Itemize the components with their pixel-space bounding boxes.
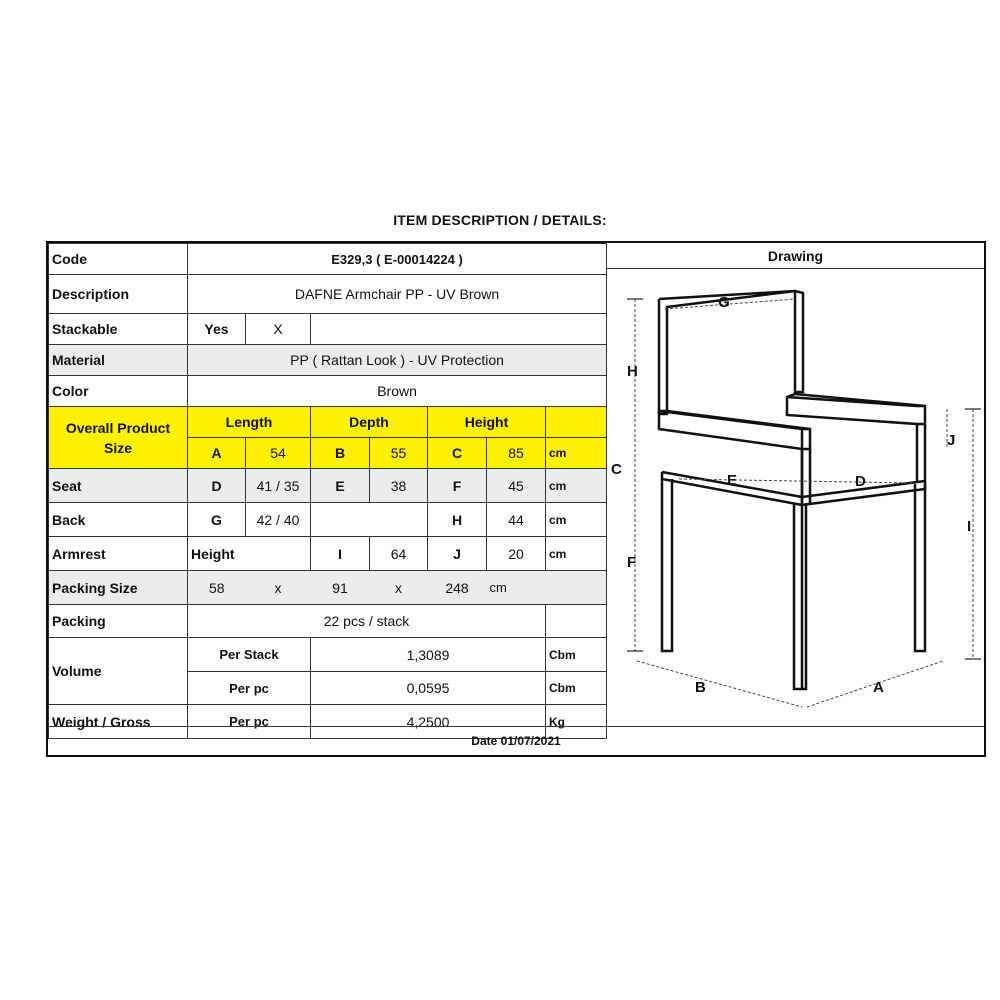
row-back [49,503,607,537]
arm-post-front [802,449,810,503]
length-header: Length [188,407,311,438]
label-b: B [695,679,706,696]
row-packing-size [49,571,607,605]
stackable-mark: X [246,314,311,345]
packing-size-w: 58 [188,571,246,605]
weight-per-pc-label: Per pc [188,705,311,739]
value-b: 55 [370,438,428,469]
packing-size-h: 248 [428,571,487,605]
key-g: G [188,503,246,537]
arm-post-back [917,424,925,481]
label-g: G [718,294,730,311]
packing-size-label: Packing Size [49,571,188,605]
height-header: Height [428,407,546,438]
per-stack-label: Per Stack [188,638,311,672]
packing-value: 22 pcs / stack [188,605,546,638]
front-right-leg [794,503,806,689]
label-h: H [627,363,638,380]
key-c: C [428,438,487,469]
description-value: DAFNE Armchair PP - UV Brown [188,275,607,314]
armrest-label: Armrest [49,537,188,571]
key-d: D [188,469,246,503]
overall-label: Overall Product Size [49,407,188,469]
left-armrest [659,411,810,449]
code-label: Code [49,244,188,275]
back-label: Back [49,503,188,537]
label-i: I [967,518,972,535]
row-armrest [49,537,607,571]
armrest-height-label: Height [188,537,311,571]
footer-date: Date 01/07/2021 [48,726,984,755]
row-color [49,376,607,407]
spec-sheet [46,241,986,757]
stackable-yes: Yes [188,314,246,345]
overall-unit: cm [546,438,607,469]
packing-size-d: 91 [311,571,370,605]
value-j: 20 [487,537,546,571]
right-armrest [787,394,925,424]
color-value: Brown [188,376,607,407]
value-d: 41 / 35 [246,469,311,503]
key-b: B [311,438,370,469]
stackable-label: Stackable [49,314,188,345]
code-value: E329,3 ( E-00014224 ) [188,244,607,275]
back-unit: cm [546,503,607,537]
row-description [49,275,607,314]
backrest-outline [659,291,803,414]
key-j: J [428,537,487,571]
depth-header: Depth [311,407,428,438]
label-j: J [947,432,956,449]
key-h: H [428,503,487,537]
row-code [49,244,607,275]
value-g: 42 / 40 [246,503,311,537]
volume-per-pc-label: Per pc [188,672,311,705]
row-material [49,345,607,376]
value-h: 44 [487,503,546,537]
weight-value: 4,2500 [311,705,546,739]
back-empty [311,503,428,537]
label-a: A [873,679,884,696]
color-label: Color [49,376,188,407]
drawing-area [606,269,984,726]
label-c: C [611,461,622,478]
volume-per-pc-value: 0,0595 [311,672,546,705]
stackable-empty [311,314,607,345]
seat-label: Seat [49,469,188,503]
row-packing [49,605,607,638]
label-f: F [627,554,637,571]
label-d: D [855,473,866,490]
key-a: A [188,438,246,469]
value-f: 45 [487,469,546,503]
back-right-leg [915,484,925,651]
value-i: 64 [370,537,428,571]
armchair-dimension-drawing [607,269,983,726]
row-seat [49,469,607,503]
description-label: Description [49,275,188,314]
packing-size-x2: x [370,571,428,605]
seat-unit: cm [546,469,607,503]
front-left-leg [662,479,672,651]
page-title: ITEM DESCRIPTION / DETAILS: [393,212,607,228]
key-i: I [311,537,370,571]
volume-per-pc-unit: Cbm [546,672,607,705]
packing-size-unit: cm [487,571,546,605]
drawing-header: Drawing [606,243,984,269]
armrest-unit: cm [546,537,607,571]
seat-frame [662,472,925,505]
per-stack-unit: Cbm [546,638,607,672]
spec-table [48,243,607,739]
packing-size-empty [546,571,607,605]
packing-empty [546,605,607,638]
weight-label: Weight / Gross [49,705,188,739]
value-c: 85 [487,438,546,469]
row-volume-stack [49,638,607,672]
material-value: PP ( Rattan Look ) - UV Protection [188,345,607,376]
key-e: E [311,469,370,503]
overall-header-empty [546,407,607,438]
per-stack-value: 1,3089 [311,638,546,672]
row-overall-header [49,407,607,438]
value-a: 54 [246,438,311,469]
material-label: Material [49,345,188,376]
key-f: F [428,469,487,503]
volume-label: Volume [49,638,188,705]
packing-label: Packing [49,605,188,638]
row-stackable [49,314,607,345]
value-e: 38 [370,469,428,503]
weight-unit: Kg [546,705,607,739]
label-e: E [727,472,738,489]
packing-size-x1: x [246,571,311,605]
